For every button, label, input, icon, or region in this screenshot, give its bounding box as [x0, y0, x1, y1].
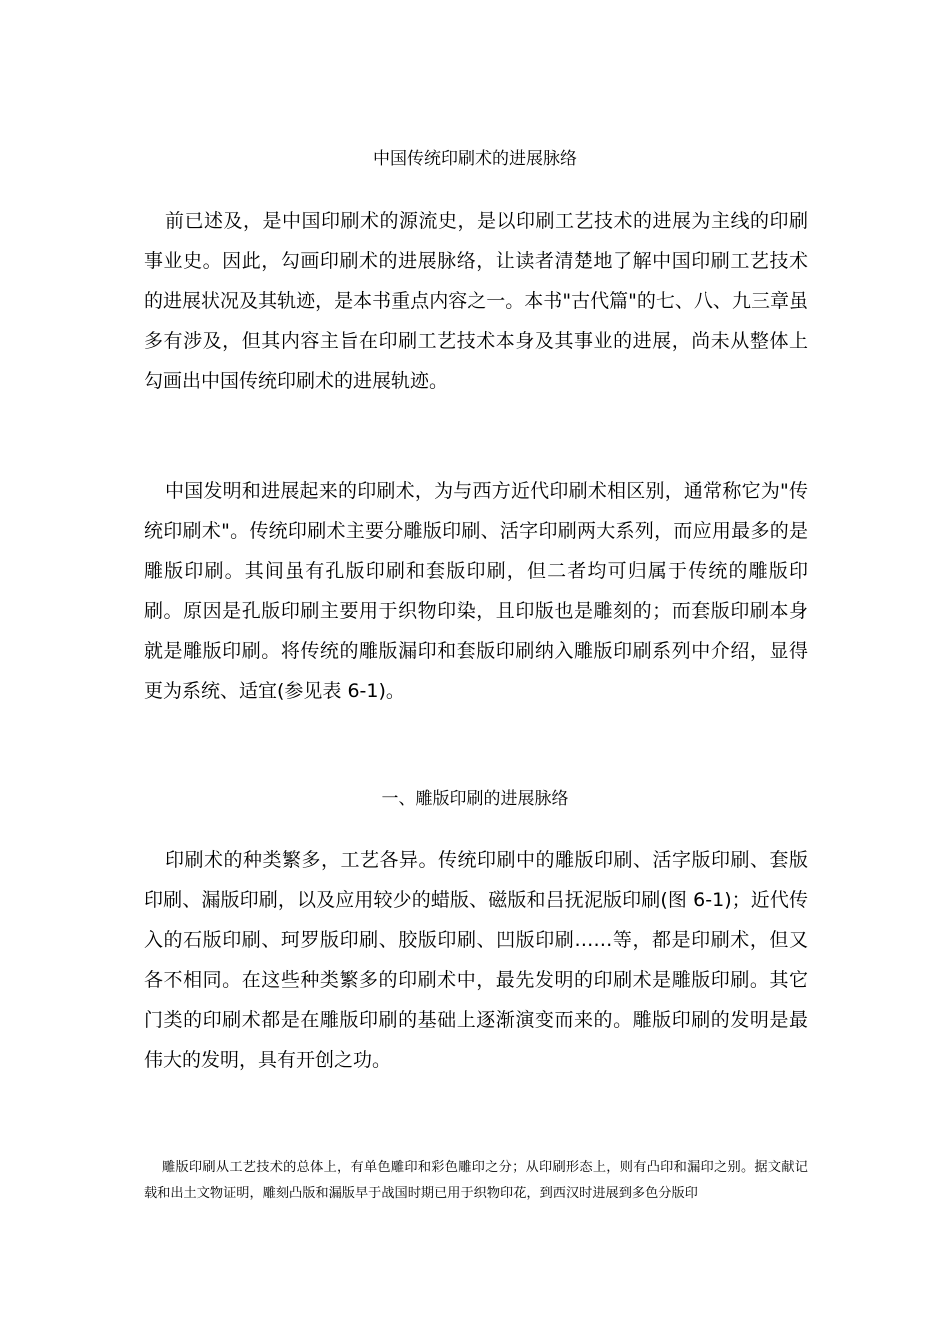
- paragraph-1: 前已述及，是中国印刷术的源流史，是以印刷工艺技术的进展为主线的印刷事业史。因此，勾画印刷术的进展脉络，让读者清楚地了解中国印刷工艺技术的进展状况及其轨迹，是本书重点内容之一。本书"古代篇"的七、八、九三章虽多有涉及，但其内容主旨在印刷工艺技术本身及其事业的进展，尚未从整体上勾画出中国传统印刷术的进展轨迹。: [144, 210, 808, 392]
- document-title: 中国传统印刷术的进展脉络: [373, 149, 577, 169]
- paragraph-2: 中国发明和进展起来的印刷术，为与西方近代印刷术相区别，通常称它为"传统印刷术"。传统印刷术主要分雕版印刷、活字印刷两大系列，而应用最多的是雕版印刷。其间虽有孔版印刷和套版印刷，但二者均可归属于传统的雕版印刷。原因是孔版印刷主要用于织物印染，且印版也是雕刻的；而套版印刷本身就是雕版印刷。将传统的雕版漏印和套版印刷纳入雕版印刷系列中介绍，显得更为系统、适宜(参见表 6-1)。: [144, 480, 808, 702]
- paragraph-3: 印刷术的种类繁多，工艺各异。传统印刷中的雕版印刷、活字版印刷、套版印刷、漏版印刷，以及应用较少的蜡版、磁版和吕抚泥版印刷(图 6-1)；近代传入的石版印刷、珂罗版印刷、胶版印刷、凹版印刷……等，都是印刷术，但又各不相同。在这些种类繁多的印刷术中，最先发明的印刷术是雕版印刷。其它门类的印刷术都是在雕版印刷的基础上逐渐演变而来的。雕版印刷的发明是最伟大的发明，具有开创之功。: [144, 849, 808, 1071]
- paragraph-4: 雕版印刷从工艺技术的总体上，有单色雕印和彩色雕印之分；从印刷形态上，则有凸印和漏印之别。据文献记载和出土文物证明，雕刻凸版和漏版早于战国时期已用于织物印花，到西汉时进展到多色分版印: [144, 1160, 808, 1201]
- section-heading: 一、雕版印刷的进展脉络: [381, 789, 569, 809]
